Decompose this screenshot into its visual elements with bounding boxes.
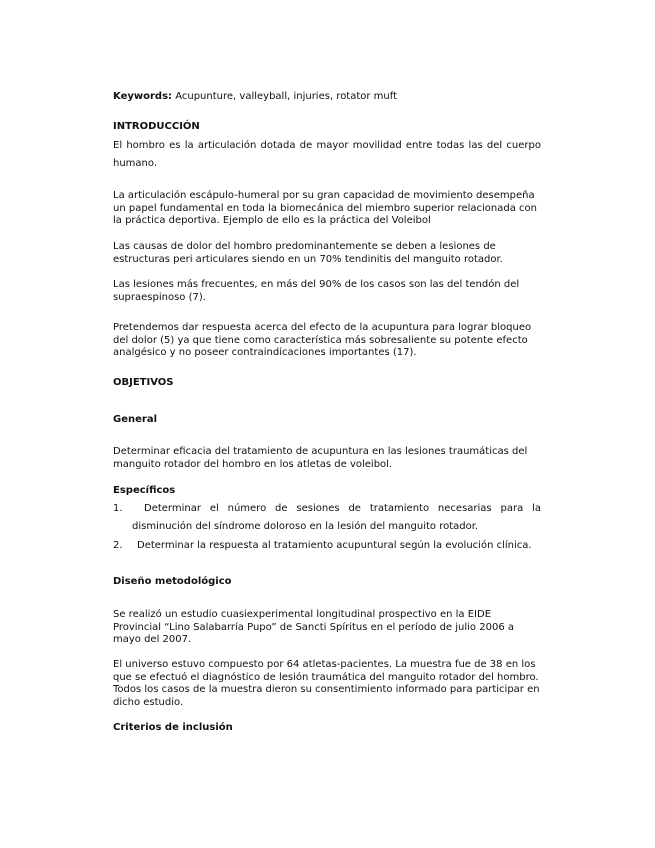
keywords-line: [113, 91, 541, 104]
especifico-number-2: 2.: [113, 540, 123, 551]
especifico-number-1: 1.: [113, 503, 123, 514]
intro-paragraph-4: Las lesiones más frecuentes, en más del 90% de los casos son las del tendón del supraespinoso (7).: [113, 279, 520, 303]
especifico-item-1: [113, 500, 541, 536]
intro-paragraph-5: Pretendemos dar respuesta acerca del efecto de la acupuntura para lograr bloqueo del dolor (5) ya que tiene como característica más sobresaliente su potente efecto analgésico y no poseer contraindicaciones importantes (17).: [113, 322, 532, 358]
especifico-text-1: Determinar el número de sesiones de tratamiento necesarias para la disminución del síndrome doloroso en la lesión del manguito rotador.: [132, 503, 541, 532]
especifico-text-2: Determinar la respuesta al tratamiento acupuntural según la evolución clínica.: [137, 540, 532, 551]
keywords-value: Acupunture, valleyball, injuries, rotator muft: [172, 91, 398, 102]
criterios-heading: Criterios de inclusión: [113, 722, 233, 733]
objetivos-heading: OBJETIVOS: [113, 377, 174, 388]
introduccion-heading: INTRODUCCIÓN: [113, 121, 200, 132]
intro-paragraph-1: El hombro es la articulación dotada de mayor movilidad entre todas las del cuerpo humano.: [113, 140, 541, 169]
especifico-item-2: [113, 537, 541, 555]
intro-paragraph-3: Las causas de dolor del hombro predominantemente se deben a lesiones de estructuras peri articulares siendo en un 70% tendinitis del manguito rotador.: [113, 241, 503, 265]
diseno-heading: Diseño metodológico: [113, 576, 232, 587]
keywords-label: Keywords:: [113, 91, 173, 102]
general-heading: General: [113, 414, 157, 425]
diseno-paragraph-1: Se realizó un estudio cuasiexperimental longitudinal prospectivo en la EIDE Provincial “Lino Salabarría Pupo” de Sancti Spíritus en el período de julio 2006 a mayo del 2007.: [113, 609, 514, 645]
intro-paragraph-2: La articulación escápulo-humeral por su gran capacidad de movimiento desempeña un papel fundamental en toda la biomecánica del miembro superior relacionada con la práctica deportiva. Ejemplo de ello es la práctica del Voleibol: [113, 190, 537, 226]
diseno-paragraph-2: El universo estuvo compuesto por 64 atletas-pacientes. La muestra fue de 38 en los que se efectuó el diagnóstico de lesión traumática del manguito rotador del hombro. Todos los casos de la muestra dieron su consentimiento informado para participar en dicho estudio.: [113, 659, 540, 708]
especificos-heading: Específicos: [113, 485, 176, 496]
general-paragraph: Determinar eficacia del tratamiento de acupuntura en las lesiones traumáticas del manguito rotador del hombro en los atletas de voleibol.: [113, 446, 528, 470]
